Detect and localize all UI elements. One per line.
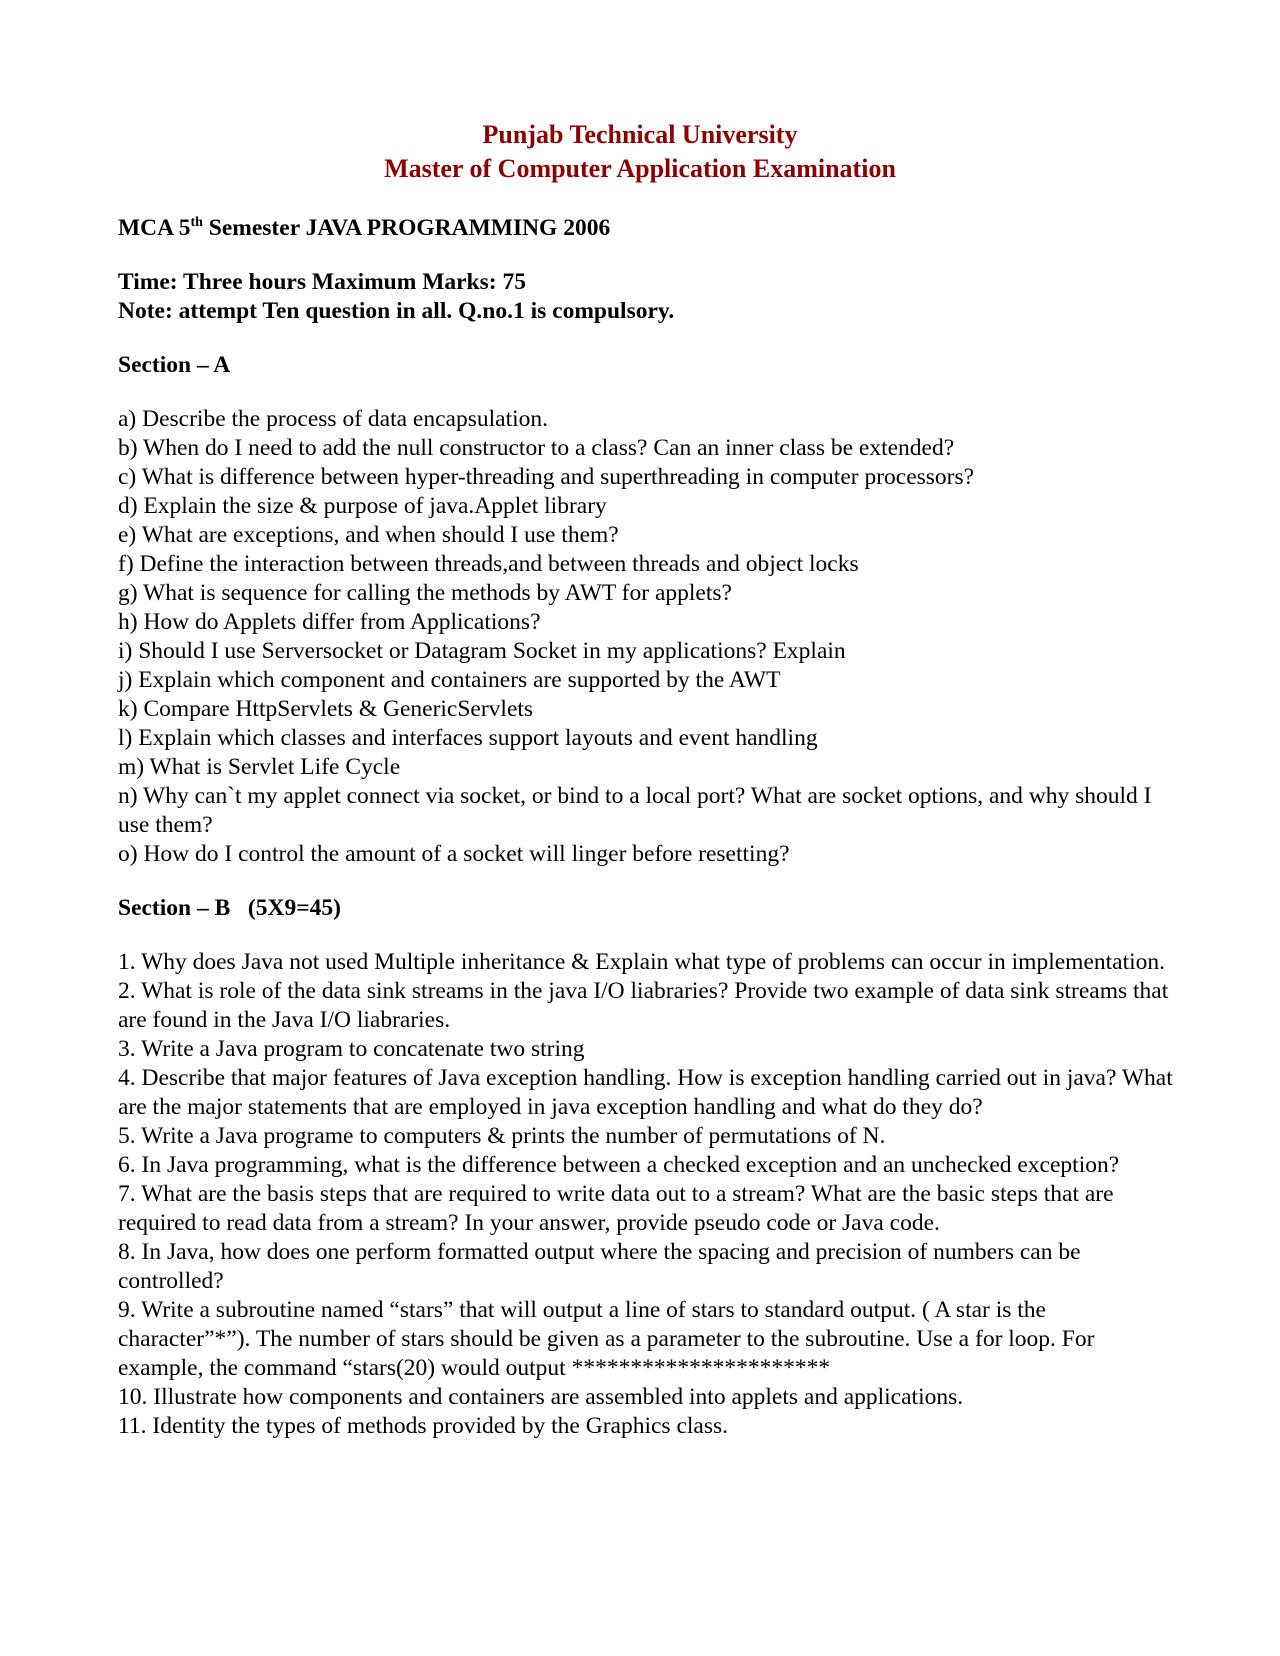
section-a-list	[118, 405, 1178, 869]
section-b-item: 10. Illustrate how components and containers are assembled into applets and applications.	[118, 1384, 964, 1410]
section-a-item: c) What is difference between hyper-threading and superthreading in computer processors?	[118, 464, 975, 490]
section-a-item: b) When do I need to add the null constructor to a class? Can an inner class be extended?	[118, 435, 955, 461]
course-prefix: MCA 5	[118, 215, 191, 241]
section-a-item: i) Should I use Serversocket or Datagram Socket in my applications? Explain	[118, 638, 846, 664]
section-b-list	[118, 948, 1178, 1441]
section-a-item: n) Why can`t my applet connect via socket, or bind to a local port? What are socket options, and why should I use them?	[118, 783, 1152, 838]
course-superscript: th	[190, 215, 203, 231]
section-b-item: 5. Write a Java programe to computers & prints the number of permutations of N.	[118, 1123, 886, 1149]
section-a-item: m) What is Servlet Life Cycle	[118, 754, 401, 780]
section-a-item: k) Compare HttpServlets & GenericServlets	[118, 696, 534, 722]
section-b-item: 3. Write a Java program to concatenate two string	[118, 1036, 585, 1062]
section-b-item: 2. What is role of the data sink streams in the java I/O liabraries? Provide two example of data sink streams that are found in the Java I/O liabraries.	[118, 978, 1169, 1033]
section-b-item: 7. What are the basis steps that are required to write data out to a stream? What are the basic steps that are required to read data from a stream? In your answer, provide pseudo code or Java code.	[118, 1181, 1114, 1236]
exam-title: Master of Computer Application Examination	[384, 154, 896, 183]
section-a-item: f) Define the interaction between threads,and between threads and object locks	[118, 551, 859, 577]
section-b-item: 1. Why does Java not used Multiple inheritance & Explain what type of problems can occur in implementation.	[118, 949, 1166, 975]
section-b-item: 9. Write a subroutine named “stars” that will output a line of stars to standard output. ( A star is the character”*”). The number of stars should be given as a parameter to the subroutine. Use a for loop. For example, the command “stars(20) would output **********************	[118, 1297, 1095, 1381]
section-a-item: h) How do Applets differ from Applications?	[118, 609, 541, 635]
time-marks-line: Time: Three hours Maximum Marks: 75	[118, 269, 526, 295]
section-b-marks: (5X9=45)	[247, 895, 341, 921]
section-b-item: 11. Identity the types of methods provided by the Graphics class.	[118, 1413, 729, 1439]
section-b-title: Section – B	[118, 895, 231, 921]
section-a-item: j) Explain which component and containers are supported by the AWT	[118, 667, 781, 693]
section-a-item: o) How do I control the amount of a socket will linger before resetting?	[118, 841, 790, 867]
section-a-title: Section – A	[118, 352, 231, 378]
section-a-item: g) What is sequence for calling the methods by AWT for applets?	[118, 580, 732, 606]
section-b-item: 6. In Java programming, what is the difference between a checked exception and an unchecked exception?	[118, 1152, 1120, 1178]
university-title: Punjab Technical University	[482, 120, 798, 149]
section-a-item: a) Describe the process of data encapsulation.	[118, 406, 548, 432]
document-body	[118, 214, 1178, 1441]
section-a-item: l) Explain which classes and interfaces support layouts and event handling	[118, 725, 818, 751]
section-a-item: e) What are exceptions, and when should I use them?	[118, 522, 619, 548]
course-line	[118, 214, 1178, 243]
section-b-item: 8. In Java, how does one perform formatted output where the spacing and precision of numbers can be controlled?	[118, 1239, 1081, 1294]
section-b-heading	[118, 894, 1178, 923]
section-a-item: d) Explain the size & purpose of java.Applet library	[118, 493, 607, 519]
document-header	[0, 118, 1280, 186]
note-line: Note: attempt Ten question in all. Q.no.1 is compulsory.	[118, 298, 675, 324]
course-suffix: Semester JAVA PROGRAMMING 2006	[202, 215, 611, 241]
section-b-item: 4. Describe that major features of Java exception handling. How is exception handling carried out in java? What are the major statements that are employed in java exception handling and what do they do?	[118, 1065, 1173, 1120]
